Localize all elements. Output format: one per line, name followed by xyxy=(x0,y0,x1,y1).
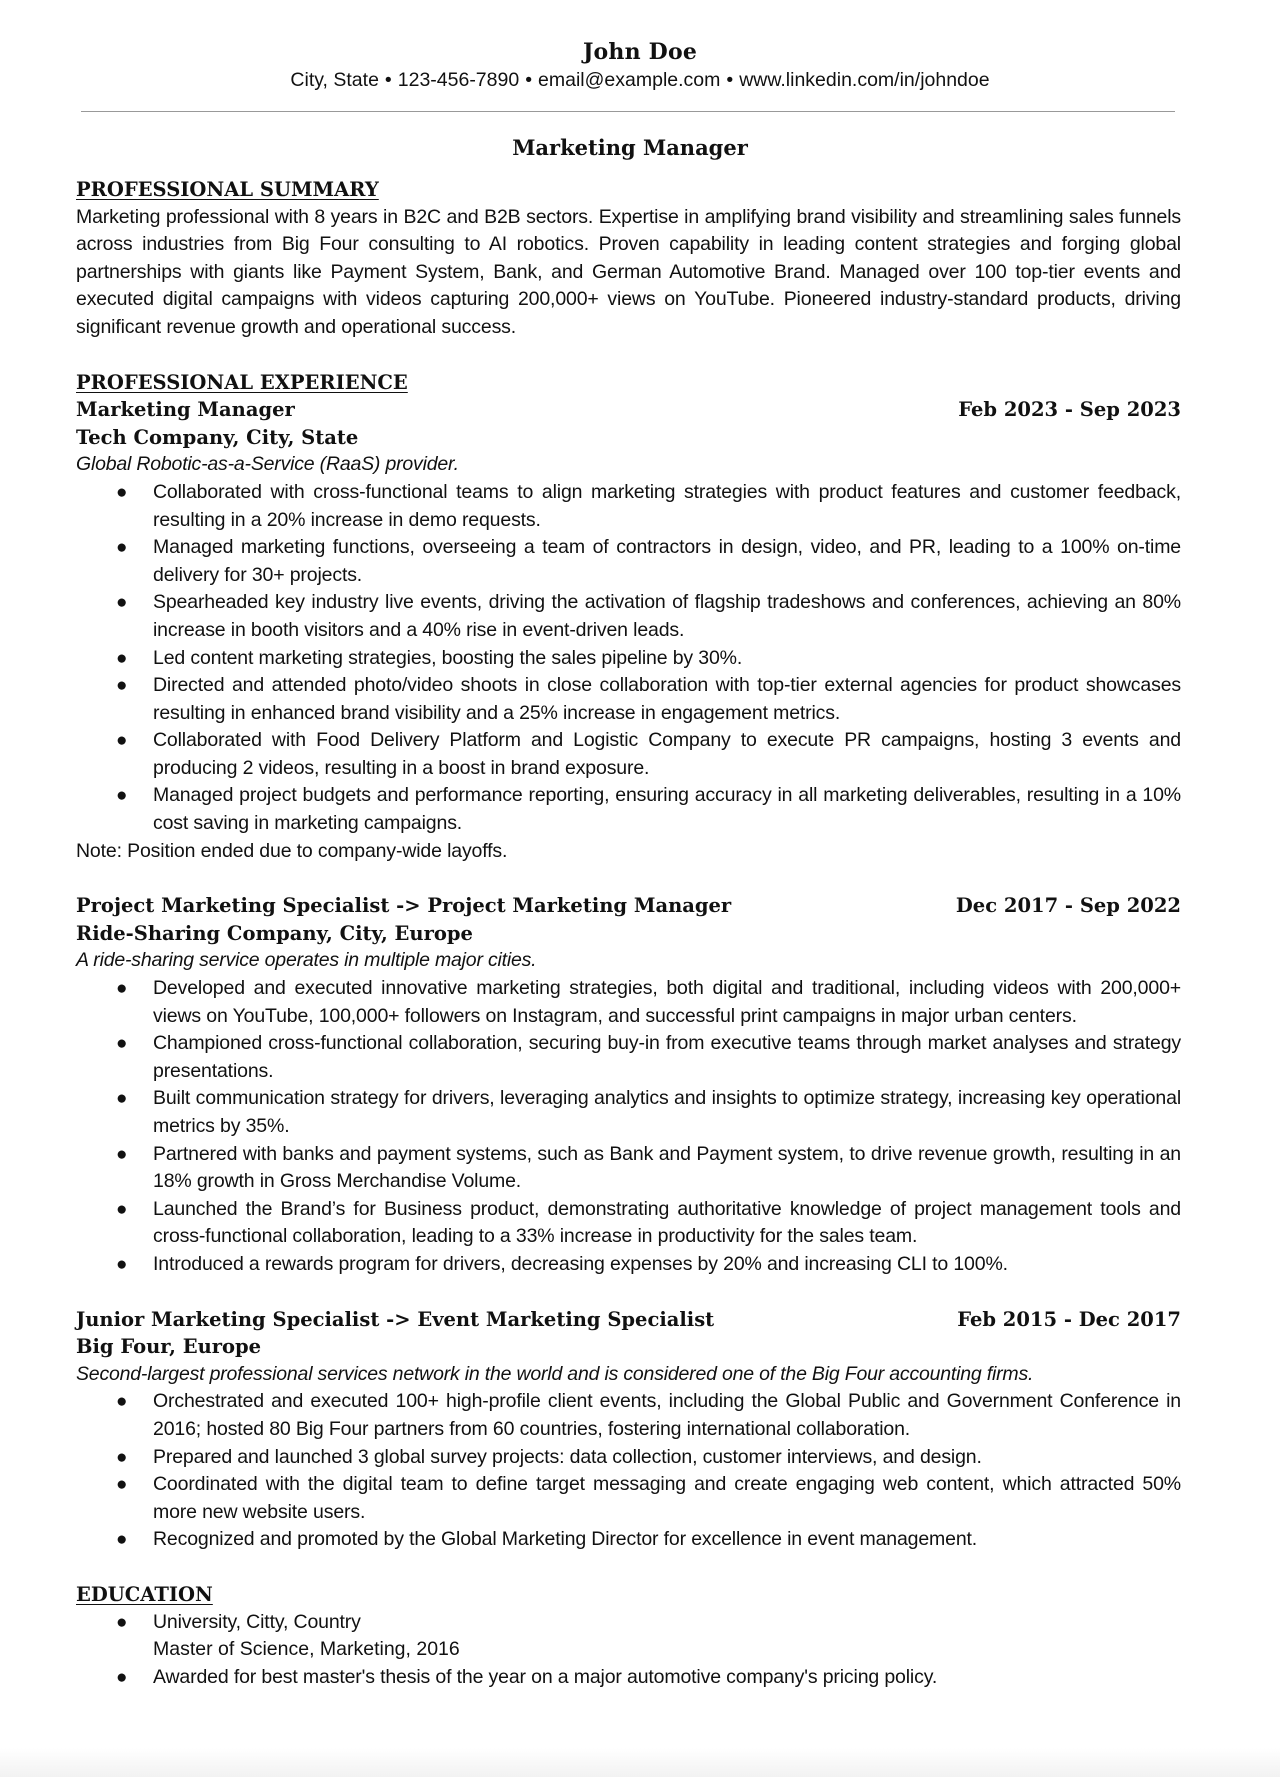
bullet-icon: ● xyxy=(116,592,128,614)
list-item: ● Managed project budgets and performance reporting, ensuring accuracy in all marketing deliverables, resulting in a 10% cost saving in marketing campaigns. xyxy=(116,784,1181,835)
list-item: ● Coordinated with the digital team to define target messaging and create engaging web content, which attracted 50% more new website users. xyxy=(116,1473,1181,1523)
contact-email: email@example.com xyxy=(538,69,721,91)
education-school: University, Citty, Country xyxy=(153,1610,361,1633)
bullet-icon: ● xyxy=(116,647,128,669)
list-item: ● Championed cross-functional collaboration, securing buy-in from executive teams through market analyses and strategy presentations. xyxy=(116,1032,1181,1082)
list-item xyxy=(76,1609,1181,1637)
list-item: ● Directed and attended photo/video shoots in close collaboration with top-tier external agencies for product showcases resulting in enhanced brand visibility and a 25% increase in engagement metrics. xyxy=(116,674,1181,724)
list-item: ● Recognized and promoted by the Global Marketing Director for excellence in event management. xyxy=(76,1526,1181,1554)
bullet-icon: ● xyxy=(116,1253,128,1275)
list-item: ● Spearheaded key industry live events, driving the activation of flagship tradeshows and conferences, achieving an 80% increase in booth visitors and a 40% rise in event-driven leads. xyxy=(116,591,1181,641)
job-bullets xyxy=(76,479,1181,838)
list-item: ● Led content marketing strategies, boosting the sales pipeline by 30%. xyxy=(76,645,1181,673)
job-company: Ride-Sharing Company, City, Europe xyxy=(76,921,473,945)
job-dates: Feb 2015 - Dec 2017 xyxy=(957,1307,1181,1331)
bullet-icon: ● xyxy=(116,785,128,807)
list-item: ● Developed and executed innovative marketing strategies, both digital and traditional, including videos with 200,000+ views on YouTube, 100,000+ followers on Instagram, and successful print campaigns in major urban centers. xyxy=(116,977,1181,1027)
job-dates: Dec 2017 - Sep 2022 xyxy=(955,894,1181,918)
summary-text: Marketing professional with 8 years in B2C and B2B sectors. Expertise in amplifying brand visibility and streamlining sales funnels across industries from Big Four consulting to AI robotics. Proven capability in leading content strategies and forging global partnerships with giants like Payment System, Bank, and German Automotive Brand. Managed over 100 top-tier events and executed digital campaigns with videos capturing 200,000+ views on YouTube. Pioneered industry-standard products, driving significant revenue growth and operational success. xyxy=(76,205,1181,338)
job-title: Project Marketing Specialist -> Project Marketing Manager xyxy=(76,894,732,918)
header-divider xyxy=(81,111,1175,112)
job-title: Junior Marketing Specialist -> Event Marketing Specialist xyxy=(76,1307,715,1331)
contact-phone: 123-456-7890 xyxy=(397,69,520,91)
bullet-icon: ● xyxy=(116,1033,128,1055)
target-job-title: Marketing Manager xyxy=(512,135,748,160)
bullet-icon: ● xyxy=(116,537,128,559)
job-description: Second-largest professional services network in the world and is considered one of the Big Four accounting firms. xyxy=(76,1362,1034,1385)
bullet-icon: ● xyxy=(116,1391,128,1413)
contact-line xyxy=(0,66,1280,94)
education-list xyxy=(76,1609,1181,1637)
bullet-icon: ● xyxy=(116,1143,128,1165)
bullet-icon: ● xyxy=(116,1666,128,1688)
job-entry xyxy=(76,892,1181,1278)
job-dates: Feb 2023 - Sep 2023 xyxy=(958,398,1181,422)
job-title: Marketing Manager xyxy=(76,398,295,422)
bullet-icon: ● xyxy=(116,730,128,752)
list-item xyxy=(76,1664,1181,1692)
education-awards xyxy=(76,1664,1181,1692)
list-item: ● Orchestrated and executed 100+ high-profile client events, including the Global Public and Government Conference in 2016; hosted 80 Big Four partners from 60 countries, fostering international collaboration. xyxy=(116,1390,1181,1440)
job-bullets xyxy=(76,1388,1181,1554)
job-note: Note: Position ended due to company-wide layoffs. xyxy=(76,839,508,862)
bullet-icon: ● xyxy=(116,481,128,503)
job-company: Tech Company, City, State xyxy=(76,425,359,449)
list-item: ● Managed marketing functions, overseeing a team of contractors in design, video, and PR, leading to a 100% on-time delivery for 30+ projects. xyxy=(116,536,1181,586)
list-item: ● Collaborated with cross-functional teams to align marketing strategies with product features and customer feedback, resulting in a 20% increase in demo requests. xyxy=(116,480,1181,531)
contact-linkedin: www.linkedin.com/in/johndoe xyxy=(739,69,990,91)
job-entry xyxy=(76,396,1181,865)
bullet-icon: ● xyxy=(116,1611,128,1633)
education-heading: EDUCATION xyxy=(76,1582,213,1606)
list-item: ● Launched the Brand’s for Business product, demonstrating authoritative knowledge of project management tools and cross-functional collaboration, leading to a 33% increase in productivity for the sales team. xyxy=(116,1197,1181,1248)
job-description: Global Robotic-as-a-Service (RaaS) provider. xyxy=(76,453,459,476)
list-item: ● Partnered with banks and payment systems, such as Bank and Payment system, to drive revenue growth, resulting in an 18% growth in Gross Merchandise Volume. xyxy=(116,1142,1181,1193)
bullet-icon: ● xyxy=(116,1529,128,1551)
list-item: ● Collaborated with Food Delivery Platform and Logistic Company to execute PR campaigns, hosting 3 events and producing 2 videos, resulting in a boost in brand exposure. xyxy=(116,729,1181,779)
education-degree: Master of Science, Marketing, 2016 xyxy=(153,1638,460,1661)
bullet-icon: ● xyxy=(116,1088,128,1110)
job-company: Big Four, Europe xyxy=(76,1335,262,1359)
list-item: ● Prepared and launched 3 global survey projects: data collection, customer interviews, and design. xyxy=(76,1444,1181,1472)
bullet-icon: ● xyxy=(116,675,128,697)
education-award: Awarded for best master's thesis of the year on a major automotive company's pricing policy. xyxy=(153,1665,938,1688)
contact-separator: • xyxy=(726,69,734,91)
job-description: A ride-sharing service operates in multiple major cities. xyxy=(76,949,537,972)
list-item: ● Introduced a rewards program for drivers, decreasing expenses by 20% and increasing CLI to 100%. xyxy=(76,1251,1181,1279)
bullet-icon: ● xyxy=(116,978,128,1000)
candidate-name: John Doe xyxy=(582,39,698,65)
list-item: ● Built communication strategy for drivers, leveraging analytics and insights to optimize strategy, increasing key operational metrics by 35%. xyxy=(116,1087,1181,1137)
experience-heading: PROFESSIONAL EXPERIENCE xyxy=(76,370,408,394)
bullet-icon: ● xyxy=(116,1474,128,1496)
bullet-icon: ● xyxy=(116,1198,128,1220)
resume-body xyxy=(76,176,1181,1691)
bullet-icon: ● xyxy=(116,1446,128,1468)
contact-city: City, State xyxy=(290,69,379,91)
job-bullets xyxy=(76,975,1181,1279)
page-bottom-edge xyxy=(0,1748,1280,1777)
job-entry xyxy=(76,1306,1181,1554)
contact-separator: • xyxy=(384,69,392,91)
summary-heading: PROFESSIONAL SUMMARY xyxy=(76,178,379,201)
contact-separator: • xyxy=(525,69,533,91)
